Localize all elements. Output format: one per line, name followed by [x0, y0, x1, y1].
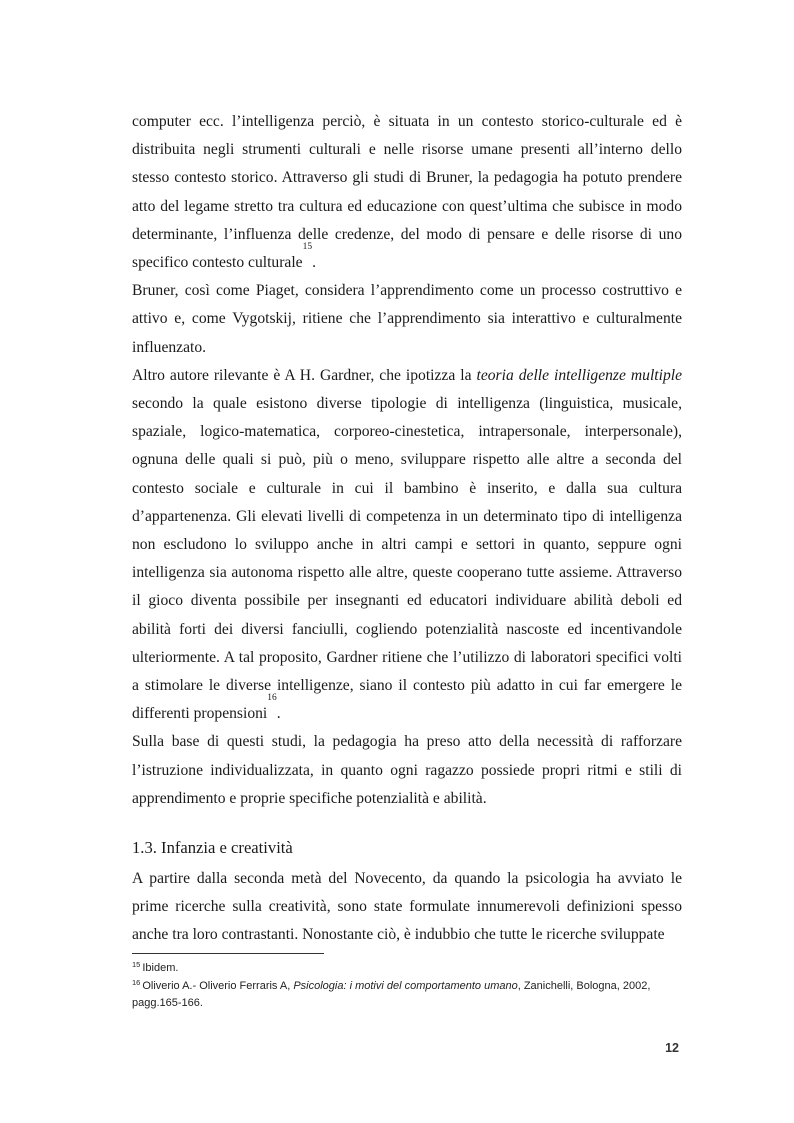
- body-text: [132, 108, 682, 950]
- theory-title: teoria delle intelligenze multiple: [476, 366, 682, 384]
- footnotes: [132, 960, 684, 1013]
- footnote-separator: [132, 953, 324, 954]
- paragraph-1: computer ecc. l’intelligenza perciò, è situata in un contesto storico-culturale ed è distribuita negli strumenti culturali e nelle risorse umane presenti all’interno dello stesso contesto storico. Attraverso gli studi di Bruner, la pedagogia ha potuto prendere atto del legame stretto tra cultura ed educazione con quest’ultima che subisce in modo determinante, l’influenza delle credenze, del modo di pensare e delle risorse di uno specifico contesto culturale$^{15}$.: [132, 113, 682, 272]
- footnote-ref-15[interactable]: 15: [302, 242, 313, 253]
- footnote-15: $^{15}$ Ibidem.: [132, 960, 179, 974]
- paragraph-5: A partire dalla seconda metà del Novecento, da quando la psicologia ha avviato le prime ricerche sulla creatività, sono state formulate innumerevoli definizioni spesso anche tra loro contrastanti. Nonostante ciò, è indubbio che tutte le ricerche sviluppate: [132, 870, 682, 944]
- footnote-ref-16[interactable]: 16: [267, 693, 277, 704]
- book-title: Psicologia: i motivi del comportamento umano: [293, 979, 518, 992]
- footnote-16: $^{16}$ Oliverio A.- Oliverio Ferraris A, Psicologia: i motivi del comportamento umano, Zanichelli, Bologna, 2002, pagg.165-166.: [132, 977, 651, 1009]
- page-number: 12: [665, 1041, 679, 1055]
- paragraph-4: Sulla base di questi studi, la pedagogia ha preso atto della necessità di rafforzare l’istruzione individualizzata, in quanto ogni ragazzo possiede propri ritmi e stili di apprendimento e proprie specifiche potenzialità e abilità.: [132, 733, 682, 807]
- paragraph-2: Bruner, così come Piaget, considera l’apprendimento come un processo costruttivo e attivo e, come Vygotskij, ritiene che l’apprendimento sia interattivo e culturalmente influenzato.: [132, 282, 682, 356]
- paragraph-3: Altro autore rilevante è A H. Gardner, che ipotizza la teoria delle intelligenze multiple secondo la quale esistono diverse tipologie di intelligenza (linguistica, musicale, spaziale, logico-matematica, corporeo-cinestetica, intrapersonale, interpersonale), ognuna delle quali si può, più o meno, sviluppare rispetto alle altre a seconda del contesto sociale e culturale in cui il bambino è inserito, e dalla sua cultura d’appartenenza. Gli elevati livelli di competenza in un determinato tipo di intelligenza non escludono lo sviluppo anche in altri campi e settori in quanto, seppure ogni intelligenza sia autonoma rispetto alle altre, queste cooperano tutte assieme. Attraverso il gioco diventa possibile per insegnanti ed educatori individuare abilità deboli ed abilità forti dei diversi fanciulli, cogliendo potenzialità nascoste ed incentivandole ulteriormente. A tal proposito, Gardner ritiene che l’utilizzo di laboratori specifici volti a stimolare le diverse intelligenze, siano il contesto più adatto in cui far emergere le differenti propensioni$^{16}$.: [132, 366, 682, 723]
- section-heading: 1.3. Infanzia e creatività: [132, 838, 293, 858]
